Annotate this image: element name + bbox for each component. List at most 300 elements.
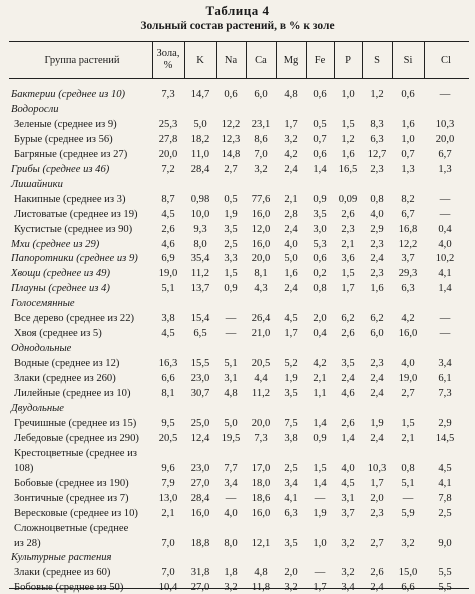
column-divider <box>306 42 307 78</box>
row-label: Водные (среднее из 12) <box>14 358 120 370</box>
row-label: Крестоцветные (среднее из <box>14 447 137 459</box>
table-cell: 2,4 <box>370 582 384 594</box>
table-cell: 3,7 <box>341 507 355 519</box>
row-label: Хвощи (среднее из 49) <box>11 268 111 280</box>
table-cell: 3,5 <box>313 208 327 220</box>
group-heading: Культурные растения <box>11 552 112 564</box>
row-label: Гречишные (среднее из 15) <box>14 417 137 429</box>
header-mg: Mg <box>283 55 299 66</box>
table-cell: 23,1 <box>251 118 271 130</box>
table-cell: 29,3 <box>398 268 418 280</box>
table-row <box>0 372 475 385</box>
table-cell: 6,1 <box>438 373 452 385</box>
table-cell: 12,0 <box>251 223 271 235</box>
table-cell: 25,3 <box>158 118 178 130</box>
row-label: Лилейные (среднее из 10) <box>14 388 131 399</box>
table-cell: — <box>439 89 451 100</box>
table-cell: 2,6 <box>161 223 175 235</box>
table-row <box>0 432 475 445</box>
table-cell: 1,9 <box>224 208 238 220</box>
table-cell: 5,1 <box>161 283 175 295</box>
table-cell: — <box>314 492 326 504</box>
table-cell: 0,8 <box>401 462 415 474</box>
table-cell: 1,0 <box>401 133 415 145</box>
table-cell: 2,3 <box>370 358 384 370</box>
table-cell: 1,6 <box>341 148 355 160</box>
table-cell: 4,3 <box>254 283 268 295</box>
table-cell: 4,5 <box>438 462 452 474</box>
table-cell: 4,0 <box>284 238 298 250</box>
table-cell: 0,09 <box>338 193 358 205</box>
table-cell: 2,4 <box>341 373 355 385</box>
table-cell: 16,0 <box>251 208 271 220</box>
table-title: Таблица 4 <box>205 3 270 18</box>
table-cell: 1,7 <box>341 283 355 295</box>
table-cell: 1,4 <box>313 477 327 489</box>
table-cell: 20,0 <box>158 148 178 160</box>
table-cell: 1,7 <box>370 477 384 489</box>
row-label: Хвоя (среднее из 5) <box>14 328 102 340</box>
row-label: Накипные (среднее из 3) <box>14 193 126 205</box>
table-cell: 12,4 <box>190 432 210 444</box>
table-cell: 5,0 <box>224 417 238 429</box>
table-row <box>0 417 475 430</box>
table-cell: 35,4 <box>190 253 210 265</box>
row-label: Все дерево (среднее из 22) <box>14 313 135 325</box>
table-cell: 0,5 <box>224 193 238 205</box>
header-group: Группа растений <box>44 55 120 66</box>
table-row <box>0 477 475 490</box>
top-rule <box>9 41 469 42</box>
table-cell: 3,1 <box>224 373 238 385</box>
table-cell: 2,8 <box>284 208 298 220</box>
column-divider <box>392 42 393 78</box>
table-cell: 1,1 <box>313 388 327 399</box>
row-label: 108) <box>14 462 34 474</box>
table-cell: 4,0 <box>401 358 415 370</box>
table-cell: 1,4 <box>438 283 452 295</box>
header-k: K <box>196 55 204 66</box>
column-divider <box>276 42 277 78</box>
table-cell: 27,8 <box>158 133 178 145</box>
table-row <box>0 193 475 206</box>
table-cell: 4,0 <box>370 208 384 220</box>
table-cell: 7,5 <box>284 417 298 429</box>
table-cell: 4,4 <box>254 373 268 385</box>
table-cell: 2,4 <box>284 163 298 175</box>
table-row <box>0 267 475 280</box>
table-cell: 1,5 <box>224 268 238 280</box>
header-ca: Ca <box>255 55 267 66</box>
table-cell: 2,0 <box>370 492 384 504</box>
table-row <box>0 163 475 176</box>
table-cell: 8,0 <box>224 537 238 549</box>
table-cell: 30,7 <box>190 388 210 399</box>
table-cell: 5,9 <box>401 507 415 519</box>
table-row <box>0 133 475 146</box>
table-cell: 7,0 <box>254 148 268 160</box>
table-cell: 2,3 <box>370 507 384 519</box>
table-cell: 2,4 <box>370 388 384 399</box>
table-cell: — <box>439 313 451 325</box>
table-cell: 13,7 <box>190 283 210 295</box>
row-label: Бобовые (среднее из 190) <box>14 477 129 489</box>
table-cell: 2,3 <box>370 163 384 175</box>
table-cell: 0,2 <box>313 268 327 280</box>
row-label: Зонтичные (среднее из 7) <box>14 492 129 504</box>
table-cell: 1,0 <box>341 89 355 100</box>
table-cell: 8,3 <box>370 118 384 130</box>
table-cell: 3,6 <box>341 253 355 265</box>
table-cell: 6,0 <box>254 89 268 100</box>
table-cell: 7,8 <box>438 492 452 504</box>
header-p: P <box>345 55 351 66</box>
row-label: Бактерии (среднее из 10) <box>11 89 126 100</box>
table-cell: 1,5 <box>313 462 327 474</box>
table-cell: 2,5 <box>284 462 298 474</box>
table-row <box>0 492 475 505</box>
group-heading-row <box>0 551 475 564</box>
table-cell: 18,2 <box>190 133 210 145</box>
table-cell: 4,2 <box>401 313 415 325</box>
table-cell: 8,0 <box>193 238 207 250</box>
table-cell: 5,0 <box>284 253 298 265</box>
table-cell: 3,2 <box>224 582 238 594</box>
table-cell: 0,9 <box>313 193 327 205</box>
table-cell: 0,4 <box>438 223 452 235</box>
table-cell: 0,98 <box>190 193 210 205</box>
table-cell: 5,0 <box>193 118 207 130</box>
table-cell: 10,2 <box>435 253 455 265</box>
column-divider <box>334 42 335 78</box>
row-label: Лебедовые (среднее из 290) <box>14 432 139 444</box>
table-cell: 11,0 <box>190 148 210 160</box>
table-cell: 1,9 <box>313 507 327 519</box>
table-cell: 19,5 <box>221 432 241 444</box>
table-cell: 16,0 <box>190 507 210 519</box>
table-cell: — <box>225 328 237 340</box>
table-cell: 2,1 <box>313 373 327 385</box>
table-cell: 2,7 <box>370 537 384 549</box>
table-cell: 27,0 <box>190 477 210 489</box>
table-cell: 3,4 <box>438 358 452 370</box>
table-cell: 11,2 <box>190 268 210 280</box>
table-cell: 20,5 <box>158 432 178 444</box>
row-label: Сложноцветные (среднее <box>14 522 129 534</box>
table-cell: 3,4 <box>341 582 355 594</box>
table-cell: 3,5 <box>224 223 238 235</box>
table-cell: 0,6 <box>224 89 238 100</box>
table-cell: 28,4 <box>190 163 210 175</box>
table-cell: 6,3 <box>401 283 415 295</box>
header-si: Si <box>403 55 413 66</box>
table-cell: 2,5 <box>438 507 452 519</box>
row-label: Злаки (среднее из 260) <box>14 373 116 385</box>
group-heading-row <box>0 178 475 191</box>
table-cell: 3,2 <box>341 567 355 579</box>
table-cell: 4,8 <box>224 388 238 399</box>
table-cell: 3,5 <box>284 388 298 399</box>
table-row <box>0 566 475 579</box>
table-row <box>0 282 475 295</box>
table-cell: 15,4 <box>190 313 210 325</box>
table-cell: 13,0 <box>158 492 178 504</box>
group-heading: Голосемянные <box>11 298 75 310</box>
table-cell: 4,6 <box>161 238 175 250</box>
header-cl: Cl <box>441 55 451 66</box>
table-cell: 16,8 <box>398 223 418 235</box>
table-cell: 12,2 <box>221 118 241 130</box>
table-cell: 15,0 <box>398 567 418 579</box>
table-cell: 3,2 <box>284 133 298 145</box>
table-cell: 2,7 <box>224 163 238 175</box>
table-cell: 4,2 <box>313 358 327 370</box>
table-cell: 17,0 <box>251 462 271 474</box>
table-cell: 2,6 <box>370 567 384 579</box>
table-cell: 4,1 <box>284 492 298 504</box>
table-cell: 4,2 <box>284 148 298 160</box>
group-heading-row <box>0 402 475 415</box>
table-cell: 3,2 <box>284 582 298 594</box>
table-cell: 18,8 <box>190 537 210 549</box>
table-cell: 3,1 <box>341 492 355 504</box>
table-cell: 7,3 <box>438 388 452 399</box>
table-cell: 1,9 <box>370 417 384 429</box>
table-cell: 23,0 <box>190 373 210 385</box>
table-cell: 12,1 <box>251 537 271 549</box>
table-cell: 2,6 <box>341 328 355 340</box>
table-cell: 0,7 <box>401 148 415 160</box>
table-cell: 0,5 <box>313 118 327 130</box>
table-cell: 4,8 <box>284 89 298 100</box>
table-cell: 5,1 <box>401 477 415 489</box>
table-cell: — <box>402 492 414 504</box>
table-cell: 7,2 <box>161 163 175 175</box>
table-cell: 8,1 <box>254 268 268 280</box>
table-cell: 4,5 <box>161 208 175 220</box>
table-cell: 26,4 <box>251 313 271 325</box>
table-cell: 28,4 <box>190 492 210 504</box>
table-cell: 1,5 <box>341 268 355 280</box>
table-cell: 21,0 <box>251 328 271 340</box>
table-row <box>0 537 475 550</box>
table-cell: 2,4 <box>284 223 298 235</box>
row-label: Плауны (среднее из 4) <box>11 283 110 295</box>
table-cell: 4,8 <box>254 567 268 579</box>
table-cell: 0,9 <box>313 432 327 444</box>
table-cell: 4,1 <box>438 477 452 489</box>
table-cell: 5,2 <box>284 358 298 370</box>
table-cell: 1,4 <box>313 417 327 429</box>
table-cell: 1,8 <box>224 567 238 579</box>
table-cell: 6,6 <box>161 373 175 385</box>
table-cell: 2,6 <box>341 417 355 429</box>
table-row <box>0 238 475 251</box>
table-cell: 2,5 <box>224 238 238 250</box>
table-cell: 1,9 <box>284 373 298 385</box>
table-cell: 2,3 <box>341 223 355 235</box>
table-row <box>0 88 475 101</box>
column-divider <box>184 42 185 78</box>
table-subtitle: Зольный состав растений, в % к золе <box>140 20 335 32</box>
table-cell: 0,6 <box>313 148 327 160</box>
table-cell: 14,7 <box>190 89 210 100</box>
table-row <box>0 357 475 370</box>
table-cell: 2,9 <box>370 223 384 235</box>
table-cell: 12,2 <box>398 238 418 250</box>
row-label: Мхи (среднее из 29) <box>11 238 100 250</box>
table-cell: 1,3 <box>438 163 452 175</box>
table-row <box>0 462 475 475</box>
table-cell: 19,0 <box>158 268 178 280</box>
table-cell: 19,0 <box>398 373 418 385</box>
table-cell: 16,0 <box>251 507 271 519</box>
table-cell: 5,5 <box>438 567 452 579</box>
table-cell: 0,8 <box>370 193 384 205</box>
table-cell: 9,5 <box>161 417 175 429</box>
table-cell: 12,3 <box>221 133 241 145</box>
table-cell: 20,0 <box>251 253 271 265</box>
table-cell: 16,3 <box>158 358 178 370</box>
table-cell: 4,0 <box>438 238 452 250</box>
table-cell: 6,7 <box>401 208 415 220</box>
table-cell: — <box>439 193 451 205</box>
table-cell: 16,5 <box>338 163 358 175</box>
table-cell: 10,3 <box>367 462 387 474</box>
group-heading-row <box>0 297 475 310</box>
table-cell: 2,6 <box>341 208 355 220</box>
column-divider <box>216 42 217 78</box>
row-label: Папоротники (среднее из 9) <box>11 253 138 265</box>
table-cell: 2,1 <box>341 238 355 250</box>
column-divider <box>424 42 425 78</box>
table-cell: 4,1 <box>438 268 452 280</box>
table-cell: 2,4 <box>370 253 384 265</box>
table-cell: 2,1 <box>401 432 415 444</box>
table-cell: 6,9 <box>161 253 175 265</box>
table-cell: 1,5 <box>401 417 415 429</box>
table-cell: 7,9 <box>161 477 175 489</box>
table-cell: 15,5 <box>190 358 210 370</box>
group-heading: Водоросли <box>11 103 59 115</box>
table-cell: 20,0 <box>435 133 455 145</box>
table-cell: 2,4 <box>370 373 384 385</box>
table-cell: 9,6 <box>161 462 175 474</box>
table-cell: 5,5 <box>438 582 452 594</box>
table-cell: 4,6 <box>341 388 355 399</box>
table-cell: 6,3 <box>284 507 298 519</box>
table-cell: 4,5 <box>284 313 298 325</box>
table-cell: — <box>439 328 451 340</box>
table-cell: 6,6 <box>401 582 415 594</box>
table-cell: 20,5 <box>251 358 271 370</box>
table-cell: 7,7 <box>224 462 238 474</box>
table-cell: 14,8 <box>221 148 241 160</box>
group-heading: Лишайники <box>11 178 63 190</box>
table-cell: 3,2 <box>401 537 415 549</box>
table-cell: 8,1 <box>161 388 175 399</box>
table-cell: 0,7 <box>313 133 327 145</box>
table-cell: 5,3 <box>313 238 327 250</box>
table-cell: 2,7 <box>401 388 415 399</box>
table-cell: 1,6 <box>370 283 384 295</box>
column-divider <box>152 42 153 78</box>
table-cell: 5,1 <box>224 358 238 370</box>
table-cell: 0,4 <box>313 328 327 340</box>
table-cell: 2,4 <box>284 283 298 295</box>
row-label: Кустистые (среднее из 90) <box>14 223 133 235</box>
table-cell: 4,0 <box>224 507 238 519</box>
table-cell: 20,0 <box>251 417 271 429</box>
table-cell: 4,5 <box>341 477 355 489</box>
table-cell: 2,3 <box>370 268 384 280</box>
table-cell: 6,7 <box>438 148 452 160</box>
table-cell: 18,0 <box>251 477 271 489</box>
table-cell: 1,3 <box>401 163 415 175</box>
table-row <box>0 507 475 520</box>
table-cell: 3,8 <box>284 432 298 444</box>
column-divider <box>362 42 363 78</box>
row-label: Бобовые (среднее из 50) <box>14 582 124 594</box>
table-cell: 6,5 <box>193 328 207 340</box>
table-cell: 77,6 <box>251 193 271 205</box>
table-cell: 14,5 <box>435 432 455 444</box>
table-row <box>0 387 475 400</box>
table-row <box>0 327 475 340</box>
table-cell: 8,6 <box>254 133 268 145</box>
table-row <box>0 312 475 325</box>
table-row <box>0 252 475 265</box>
group-heading-row <box>0 103 475 116</box>
table-cell: 7,0 <box>161 537 175 549</box>
column-divider <box>246 42 247 78</box>
table-cell: 16,0 <box>398 328 418 340</box>
table-cell: 3,3 <box>224 253 238 265</box>
table-cell: 7,3 <box>161 89 175 100</box>
row-label: Багряные (среднее из 27) <box>14 148 128 160</box>
table-cell: 12,7 <box>367 148 387 160</box>
table-cell: 6,3 <box>370 133 384 145</box>
table-cell: 8,7 <box>161 193 175 205</box>
table-cell: 7,3 <box>254 432 268 444</box>
table-cell: 3,5 <box>341 358 355 370</box>
table-cell: 1,7 <box>284 328 298 340</box>
table-cell: 11,8 <box>251 582 271 594</box>
table-cell: 1,6 <box>401 118 415 130</box>
header-s: S <box>374 55 380 66</box>
table-cell: 1,7 <box>284 118 298 130</box>
table-cell: 4,5 <box>161 328 175 340</box>
table-cell: 1,4 <box>313 163 327 175</box>
row-label: Зеленые (среднее из 9) <box>14 118 117 130</box>
table-cell: 6,2 <box>341 313 355 325</box>
table-cell: 1,2 <box>341 133 355 145</box>
table-cell: — <box>225 313 237 325</box>
table-row <box>0 208 475 221</box>
header-ash: Зола, % <box>156 48 180 71</box>
table-cell: 11,2 <box>251 388 271 399</box>
table-cell: — <box>314 567 326 579</box>
header-na: Na <box>224 55 238 66</box>
table-cell: 2,9 <box>438 417 452 429</box>
table-cell: 0,8 <box>313 283 327 295</box>
table-cell: 10,0 <box>190 208 210 220</box>
table-cell: 25,0 <box>190 417 210 429</box>
table-cell: 2,1 <box>161 507 175 519</box>
table-cell: 10,3 <box>435 118 455 130</box>
table-cell: 0,6 <box>313 253 327 265</box>
row-label: Грибы (среднее из 46) <box>11 163 110 175</box>
